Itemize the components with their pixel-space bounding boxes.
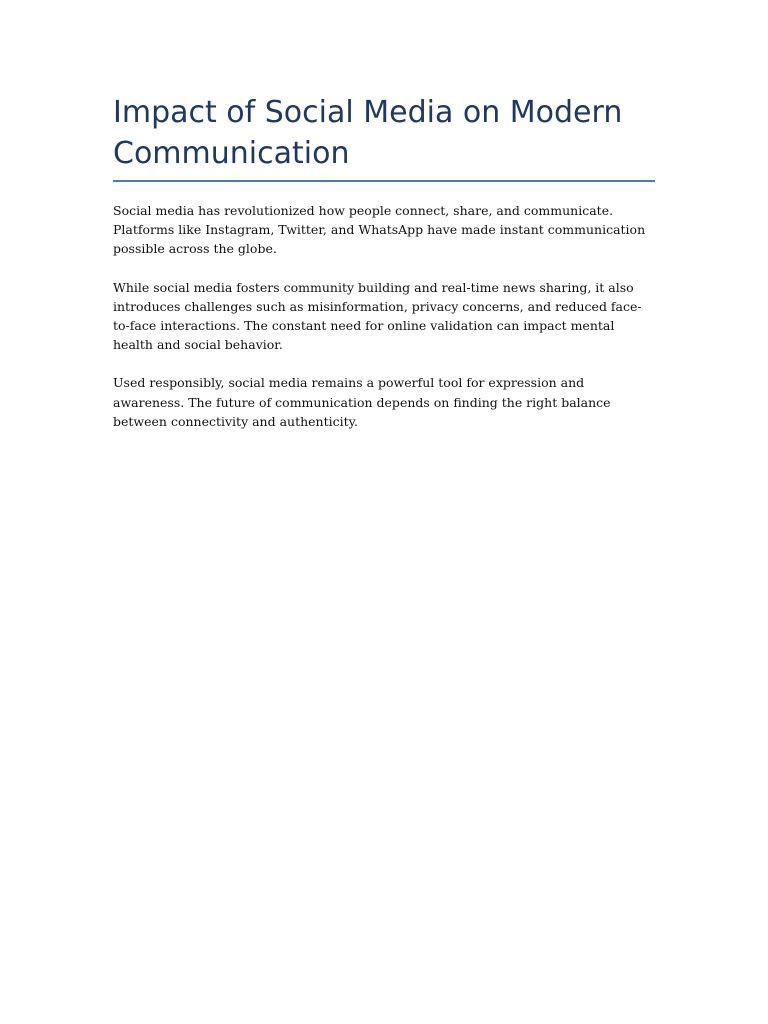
paragraph-2: While social media fosters community building and real-time news sharing, it also introduces challenges such as misinformation, privacy concerns, and reduced face-to-face interactions. The constant need for online validation can impact mental health and social behavior. <box>113 279 642 353</box>
document-body <box>113 201 655 431</box>
document-title: Impact of Social Media on Modern Communication <box>113 92 655 182</box>
paragraph-3: Used responsibly, social media remains a powerful tool for expression and awareness. The future of communication depends on finding the right balance between connectivity and authenticity. <box>113 375 611 429</box>
document-content <box>113 92 655 450</box>
paragraph-1: Social media has revolutionized how people connect, share, and communicate. Platforms like Instagram, Twitter, and WhatsApp have made instant communication possible across the globe. <box>113 203 646 257</box>
